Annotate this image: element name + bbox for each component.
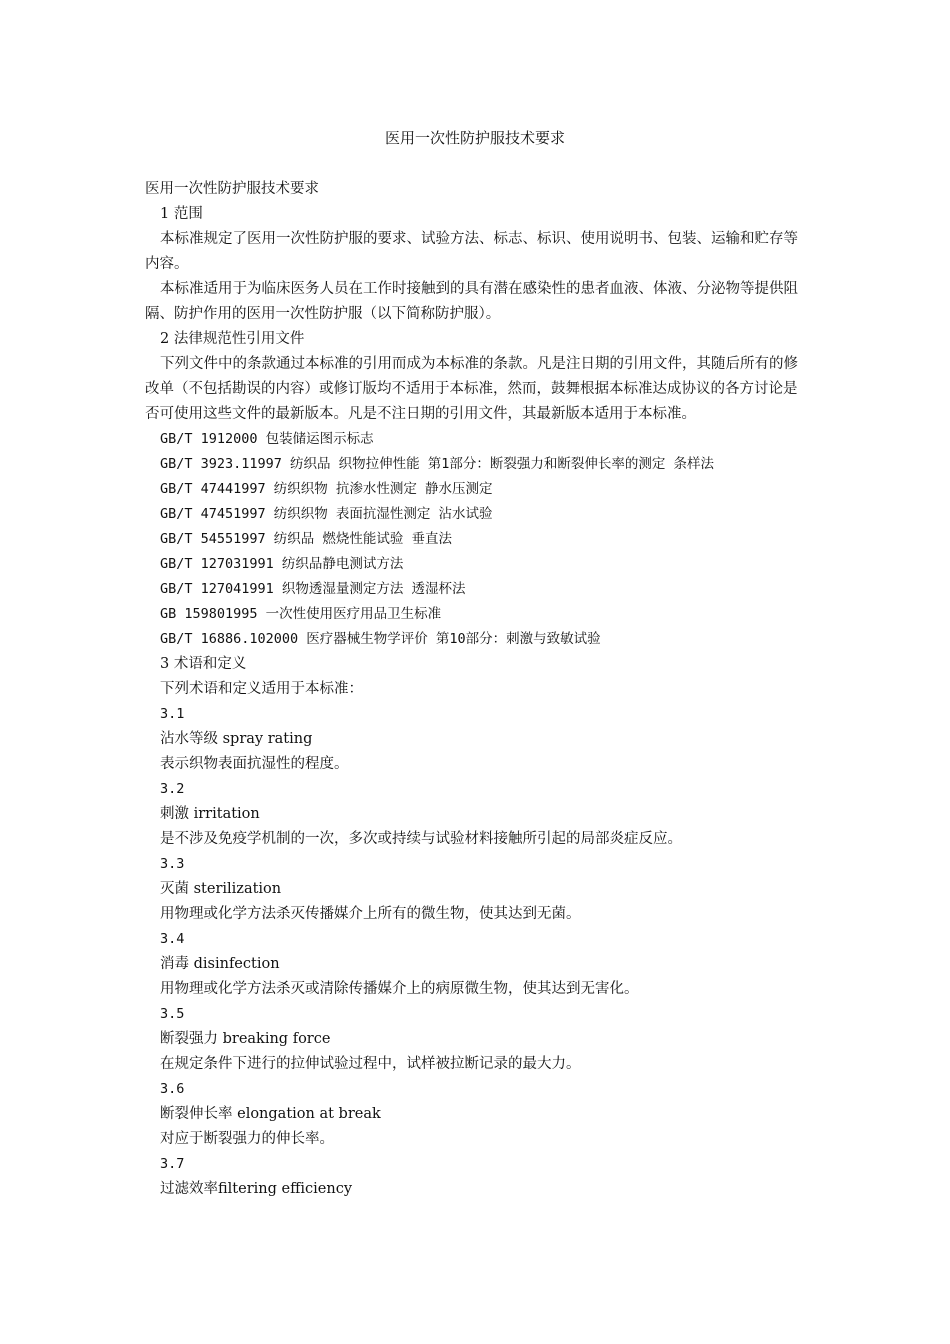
section-1-paragraph-1: 本标准规定了医用一次性防护服的要求、试验方法、标志、标识、使用说明书、包装、运输和贮存等内容。 bbox=[145, 231, 798, 272]
document-body bbox=[145, 177, 805, 1202]
section-1-paragraph-2: 本标准适用于为临床医务人员在工作时接触到的具有潜在感染性的患者血液、体液、分泌物等提供阻隔、防护作用的医用一次性防护服（以下简称防护服）。 bbox=[145, 281, 798, 322]
term-number: 3.1 bbox=[160, 706, 185, 722]
term-number: 3.5 bbox=[160, 1006, 185, 1022]
term-name: 断裂伸长率 elongation at break bbox=[160, 1106, 381, 1122]
reference-item: GB/T 16886.102000 医疗器械生物学评价 第10部分：刺激与致敏试验 bbox=[160, 631, 601, 647]
term-name: 断裂强力 breaking force bbox=[160, 1031, 331, 1047]
term-number: 3.3 bbox=[160, 856, 185, 872]
section-2-paragraph: 下列文件中的条款通过本标准的引用而成为本标准的条款。凡是注日期的引用文件，其随后所有的修改单（不包括勘误的内容）或修订版均不适用于本标准，然而，鼓舞根据本标准达成协议的各方讨论是否可使用这些文件的最新版本。凡是不注日期的引用文件，其最新版本适用于本标准。 bbox=[145, 356, 798, 422]
reference-item: GB/T 47441997 纺织织物 抗渗水性测定 静水压测定 bbox=[160, 481, 493, 497]
term-definition: 是不涉及免疫学机制的一次，多次或持续与试验材料接触所引起的局部炎症反应。 bbox=[160, 831, 682, 847]
reference-item: GB/T 1912000 包装储运图示标志 bbox=[160, 431, 374, 447]
reference-item: GB/T 127041991 织物透湿量测定方法 透湿杯法 bbox=[160, 581, 466, 597]
document-heading: 医用一次性防护服技术要求 bbox=[145, 181, 319, 197]
term-name: 过滤效率filtering efficiency bbox=[160, 1181, 353, 1197]
reference-item: GB/T 127031991 纺织品静电测试方法 bbox=[160, 556, 404, 572]
reference-item: GB/T 47451997 纺织织物 表面抗湿性测定 沾水试验 bbox=[160, 506, 493, 522]
section-3-title: 3 术语和定义 bbox=[160, 656, 247, 672]
term-definition: 表示织物表面抗湿性的程度。 bbox=[160, 756, 349, 772]
term-definition: 在规定条件下进行的拉伸试验过程中，试样被拉断记录的最大力。 bbox=[160, 1056, 581, 1072]
term-name: 沾水等级 spray rating bbox=[160, 731, 313, 747]
term-name: 灭菌 sterilization bbox=[160, 881, 282, 897]
term-number: 3.2 bbox=[160, 781, 185, 797]
document-title: 医用一次性防护服技术要求 bbox=[384, 129, 565, 147]
term-definition: 用物理或化学方法杀灭或清除传播媒介上的病原微生物，使其达到无害化。 bbox=[160, 981, 639, 997]
section-2-title: 2 法律规范性引用文件 bbox=[160, 331, 305, 347]
section-3-intro: 下列术语和定义适用于本标准： bbox=[160, 681, 363, 697]
reference-item: GB 159801995 一次性使用医疗用品卫生标准 bbox=[160, 606, 442, 622]
term-number: 3.6 bbox=[160, 1081, 185, 1097]
term-number: 3.4 bbox=[160, 931, 185, 947]
term-name: 消毒 disinfection bbox=[160, 956, 280, 972]
reference-item: GB/T 54551997 纺织品 燃烧性能试验 垂直法 bbox=[160, 531, 453, 547]
reference-item: GB/T 3923.11997 纺织品 织物拉伸性能 第1部分：断裂强力和断裂伸长率的测定 条样法 bbox=[160, 456, 715, 472]
term-definition: 用物理或化学方法杀灭传播媒介上所有的微生物，使其达到无菌。 bbox=[160, 906, 581, 922]
section-1-title: 1 范围 bbox=[160, 206, 203, 222]
term-name: 刺激 irritation bbox=[160, 806, 260, 822]
term-definition: 对应于断裂强力的伸长率。 bbox=[160, 1131, 334, 1147]
term-number: 3.7 bbox=[160, 1156, 185, 1172]
